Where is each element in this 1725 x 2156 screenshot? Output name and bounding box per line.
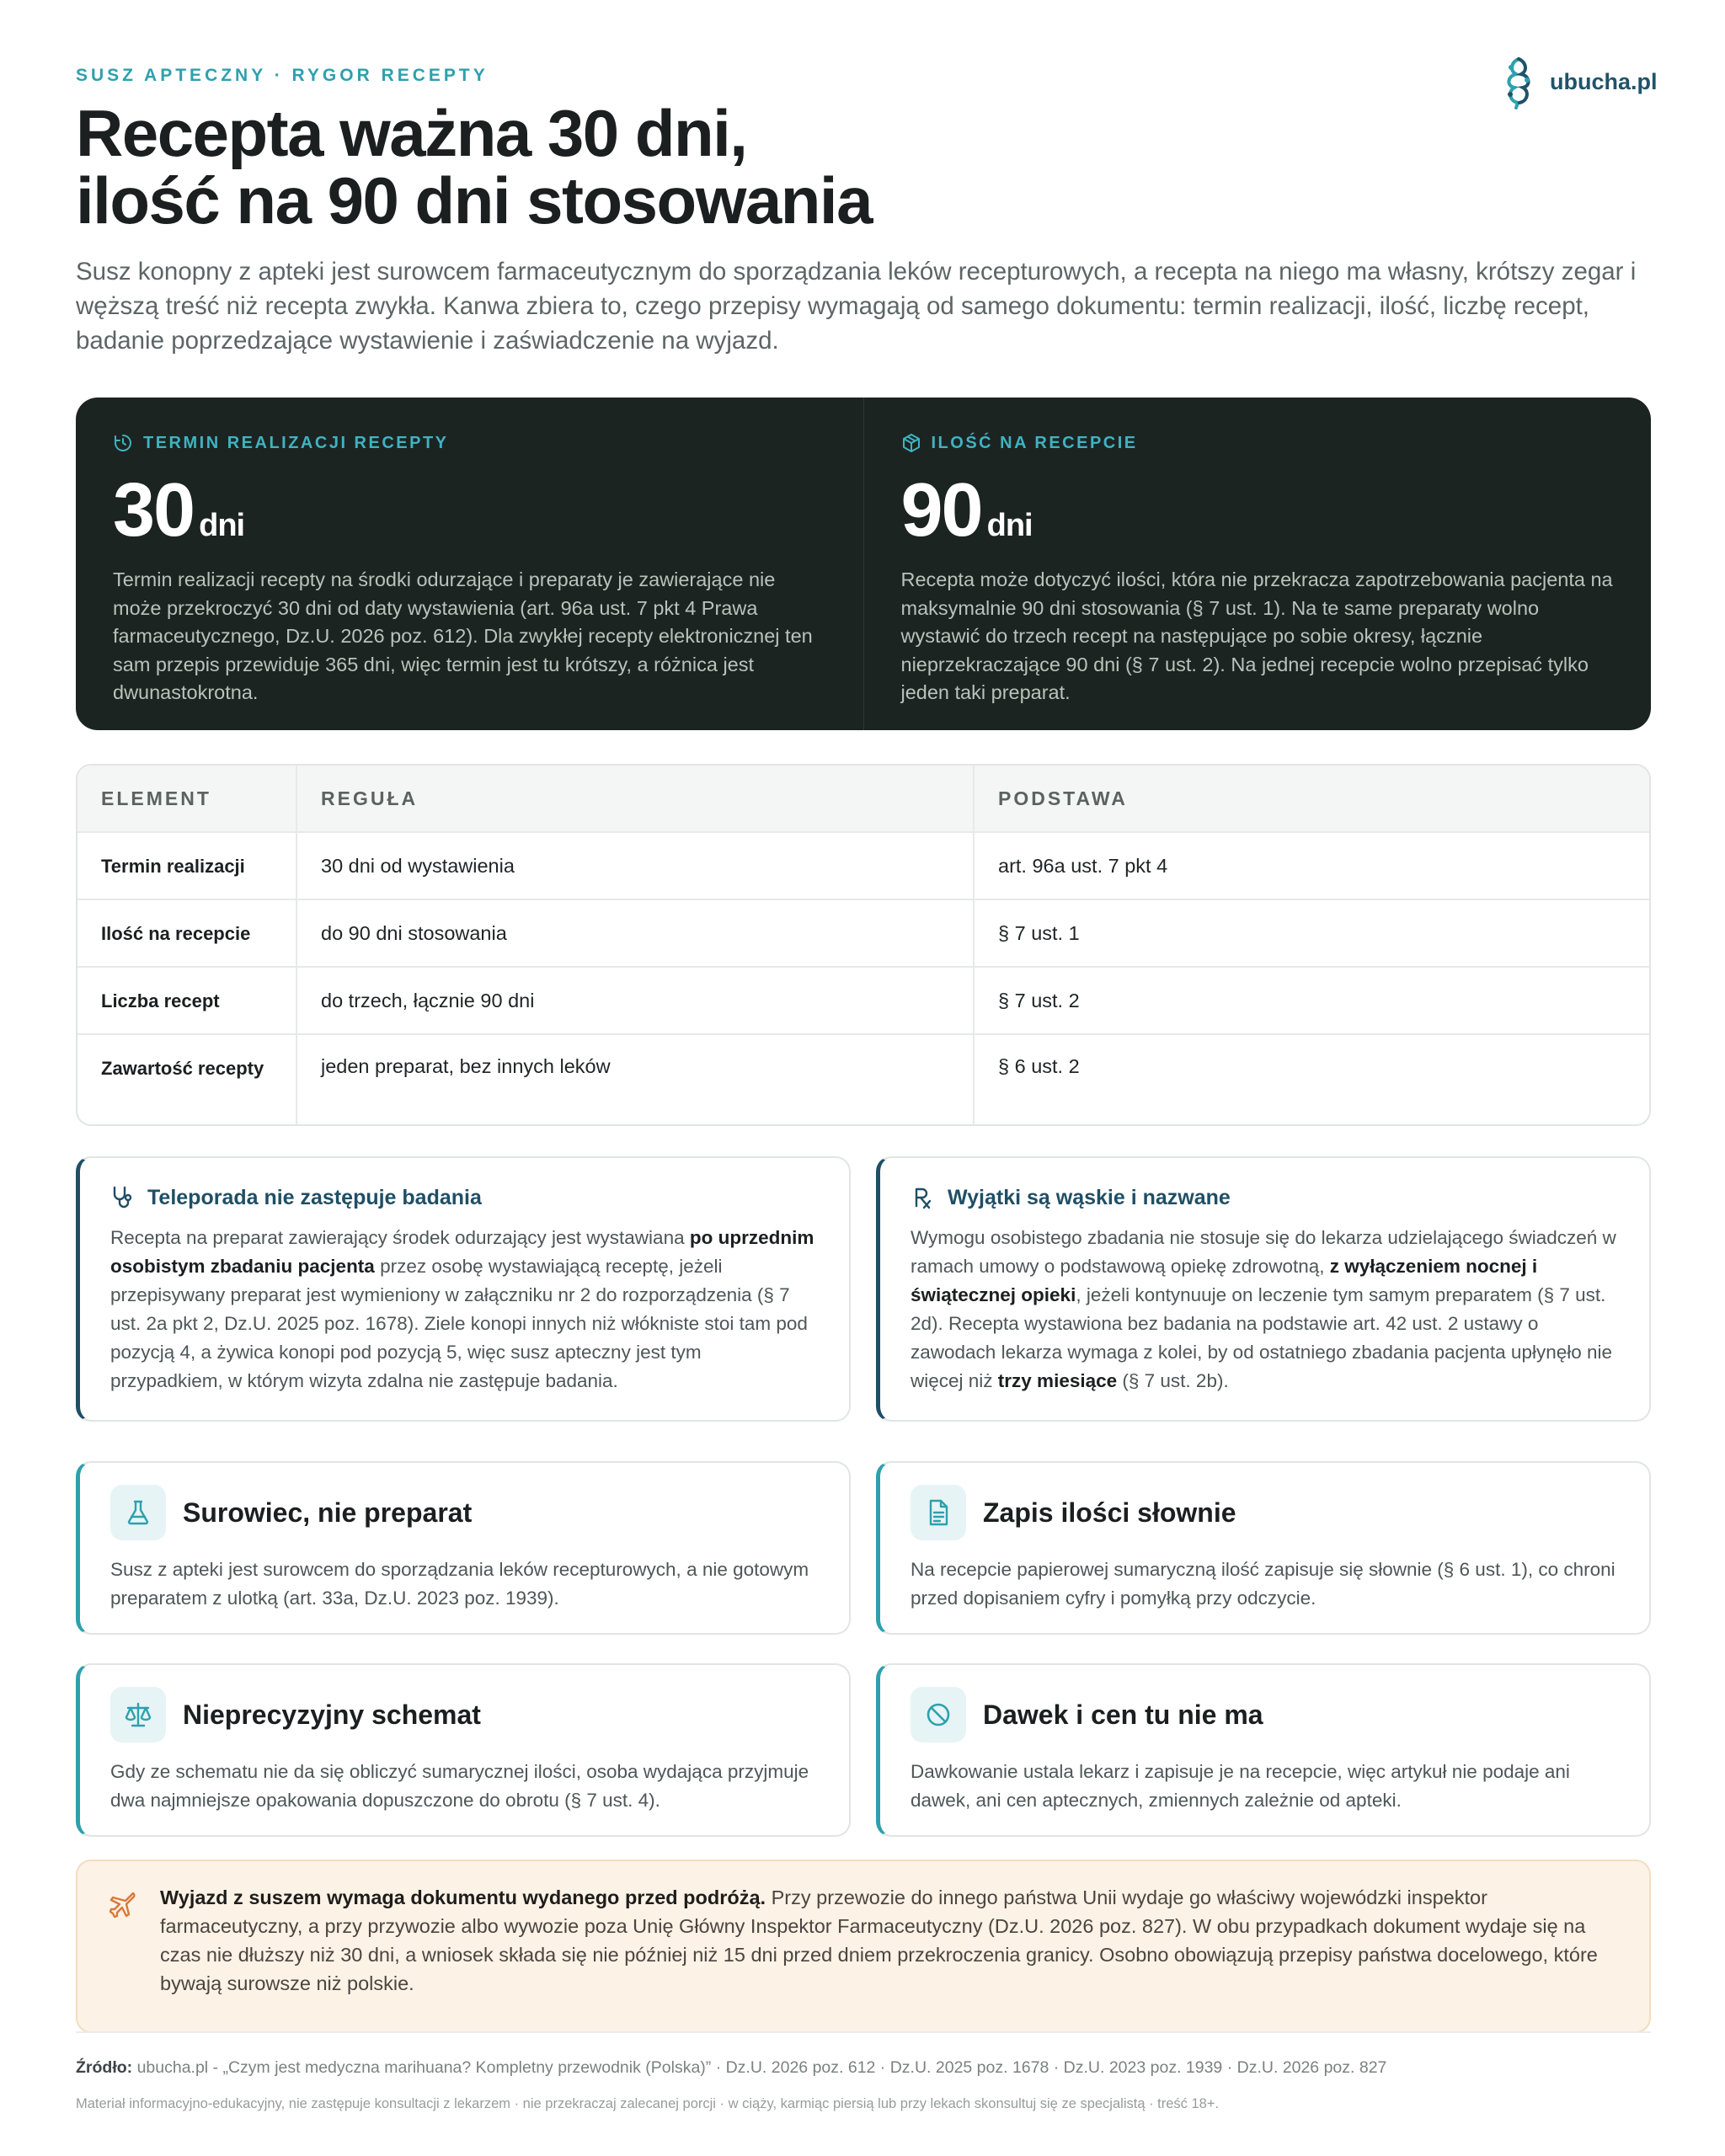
table-cell-basis: § 7 ust. 1 <box>998 921 1080 944</box>
validity-fact <box>76 398 863 730</box>
clock-icon <box>113 433 133 453</box>
source-label: Źródło: <box>76 2058 133 2077</box>
card-no-doses-prices <box>876 1663 1651 1837</box>
box-icon <box>901 433 921 453</box>
card-title: Dawek i cen tu nie ma <box>983 1699 1263 1730</box>
exceptions-callout <box>876 1156 1651 1422</box>
footer-divider <box>76 2031 1651 2033</box>
card-icon-box <box>911 1485 966 1540</box>
quantity-label <box>901 433 1615 453</box>
quantity-label-text: ILOŚĆ NA RECEPCIE <box>931 433 1138 452</box>
table-row <box>77 968 1649 1035</box>
table-cell-basis: § 7 ust. 2 <box>998 989 1080 1011</box>
callout-heading <box>110 1185 819 1210</box>
validity-number: 30 <box>113 468 195 552</box>
page-title <box>76 96 1339 237</box>
card-raw-material <box>76 1461 851 1635</box>
table-row <box>77 900 1649 968</box>
card-icon-box <box>110 1485 166 1540</box>
scales-icon <box>124 1700 152 1729</box>
validity-description: Termin realizacji recepty na środki odurzające i preparaty je zawierające nie może przekroczyć 30 dni od daty wystawienia (art. 96a ust. 7 pkt 4 Prawa farmaceutycznego, Dz.U. 2026 poz. 612). Dla zwykłej recepty elektronicznej ten sam przepis przewiduje 365 dni, więc termin jest tu krótszy, a różnica jest dwunastokrotna. <box>113 568 813 703</box>
table-row <box>77 1035 1649 1126</box>
prescription-icon <box>911 1185 936 1210</box>
quantity-number: 90 <box>900 468 982 552</box>
flask-icon <box>124 1498 152 1527</box>
teleconsultation-callout <box>76 1156 851 1422</box>
validity-label <box>113 433 826 453</box>
card-title: Surowiec, nie preparat <box>183 1497 473 1528</box>
card-icon-box <box>110 1687 166 1742</box>
quantity-description: Recepta może dotyczyć ilości, która nie przekracza zapotrzebowania pacjenta na maksymalnie 90 dni stosowania (§ 7 ust. 1). Na te same preparaty wolno wystawić do trzech recept na następujące po sobie okresy, łącznie nieprzekraczające 90 dni (§ 7 ust. 2). Na jednej recepcie wolno przepisać tylko jeden taki preparat. <box>900 568 1613 703</box>
table-cell-basis: § 6 ust. 2 <box>998 1055 1080 1077</box>
lead-paragraph: Susz konopny z apteki jest surowcem farmaceutycznym do sporządzania leków recepturowych, a recepta na niego ma własny, krótszy zegar i węższą treść niż recepta zwykła. Kanwa zbiera to, czego przepisy wymagają od samego dokumentu: termin realizacji, ilość, liczbę recept, badanie poprzedzające wystawienie i zaświadczenie na wyjazd. <box>76 258 1637 355</box>
card-text: Dawkowanie ustala lekarz i zapisuje je na recepcie, więc artykuł nie podaje ani dawek, ani cen aptecznych, zmiennych zależnie od apteki. <box>911 1761 1570 1811</box>
card-heading <box>110 1687 819 1742</box>
stethoscope-icon <box>110 1185 136 1210</box>
quantity-unit: dni <box>986 508 1033 543</box>
brand-logo-icon <box>1499 54 1538 109</box>
table-cell-rule: do trzech, łącznie 90 dni <box>297 968 975 1033</box>
table-cell-basis: art. 96a ust. 7 pkt 4 <box>998 854 1168 877</box>
table-cell-element: Termin realizacji <box>77 833 297 899</box>
callout-text: Recepta na preparat zawierający środek odurzający jest wystawiana po uprzednim osobistym zbadaniu pacjenta przez osobę wystawiającą receptę, jeżeli przepisywany preparat jest wymieniony w załączniku nr 2 do rozporządzenia (§ 7 ust. 2a pkt 2, Dz.U. 2025 poz. 1678). Ziele konopi innych niż włókniste stoi tam pod pozycją 4, a żywica konopi pod pozycją 5, więc susz apteczny jest tym przypadkiem, w którym wizyta zdalna nie zastępuje badania. <box>110 1227 814 1391</box>
card-heading <box>110 1485 819 1540</box>
key-facts-panel <box>76 398 1651 730</box>
rules-table <box>76 764 1651 1126</box>
source-line <box>76 2058 1668 2078</box>
warning-text: Wyjazd z suszem wymaga dokumentu wydanego przed podróżą. Przy przewozie do innego państwa Unii wydaje go właściwy wojewódzki inspektor farmaceutyczny, a przy przywozie albo wywozie poza Unię Główny Inspektor Farmaceutyczny (Dz.U. 2026 poz. 827). W obu przypadkach dokument wydaje się na czas nie dłuższy niż 30 dni, a wniosek składa się nie później niż 15 dni przed dniem przekroczenia granicy. Osobno obowiązują przepisy państwa docelowego, które bywają surowsze niż polskie. <box>160 1886 1598 1994</box>
source-text: ubucha.pl - „Czym jest medyczna marihuana? Kompletny przewodnik (Polska)” · Dz.U. 2026 poz. 612 · Dz.U. 2025 poz. 1678 · Dz.U. 2023 poz. 1939 · Dz.U. 2026 poz. 827 <box>132 2058 1387 2077</box>
brand-name: ubucha.pl <box>1550 68 1658 94</box>
kicker: SUSZ APTECZNY · RYGOR RECEPTY <box>76 66 489 85</box>
validity-value <box>113 468 826 552</box>
callout-heading <box>911 1185 1619 1210</box>
table-cell-element: Zawartość recepty <box>77 1035 297 1126</box>
quantity-value <box>900 468 1615 552</box>
disclaimer: Materiał informacyjno-edukacyjny, nie zastępuje konsultacji z lekarzem · nie przekraczaj zalecanej porcji · w ciąży, karmiąc piersią lub przy lekach skonsultuj się ze specjalistą · treść 18+. <box>76 2096 1220 2111</box>
card-text: Na recepcie papierowej sumaryczną ilość zapisuje się słownie (§ 6 ust. 1), co chroni przed dopisaniem cyfry i pomyłką przy odczycie. <box>911 1559 1616 1609</box>
card-title: Nieprecyzyjny schemat <box>183 1699 481 1730</box>
table-cell-rule: jeden preparat, bez innych leków <box>297 1035 975 1126</box>
ban-icon <box>924 1700 953 1729</box>
card-title: Zapis ilości słownie <box>983 1497 1236 1528</box>
callout-title: Teleporada nie zastępuje badania <box>147 1185 482 1209</box>
validity-label-text: TERMIN REALIZACJI RECEPTY <box>143 433 449 452</box>
card-imprecise-schedule <box>76 1663 851 1837</box>
title-line-2: ilość na 90 dni stosowania <box>76 163 872 237</box>
table-cell-rule: do 90 dni stosowania <box>297 900 975 966</box>
callout-title: Wyjątki są wąskie i nazwane <box>948 1185 1231 1209</box>
brand[interactable] <box>1499 54 1658 109</box>
table-cell-element: Liczba recept <box>77 968 297 1033</box>
callout-text: Wymogu osobistego zbadania nie stosuje się do lekarza udzielającego świadczeń w ramach umowy o podstawową opiekę zdrowotną, z wyłączeniem nocnej i świątecznej opieki, jeżeli kontynuuje on leczenie tym samym preparatem (§ 7 ust. 2d). Recepta wystawiona bez badania na podstawie art. 42 ust. 2 ustawy o zawodach lekarza wymaga z kolei, by od ostatniego zbadania pacjenta upłynęło nie więcej niż trzy miesiące (§ 7 ust. 2b). <box>911 1227 1616 1391</box>
card-heading <box>911 1687 1619 1742</box>
table-header-row <box>77 766 1649 833</box>
card-icon-box <box>911 1687 966 1742</box>
card-text: Gdy ze schematu nie da się obliczyć sumarycznej ilości, osoba wydająca przyjmuje dwa najmniejsze opakowania dopuszczone do obrotu (§ 7 ust. 4). <box>110 1761 809 1811</box>
title-line-1: Recepta ważna 30 dni, <box>76 96 747 170</box>
travel-warning <box>76 1860 1651 2033</box>
card-heading <box>911 1485 1619 1540</box>
table-cell-element: Ilość na recepcie <box>77 900 297 966</box>
table-header-basis: PODSTAWA <box>998 787 1128 809</box>
document-icon <box>924 1498 953 1527</box>
table-row <box>77 833 1649 900</box>
card-quantity-in-words <box>876 1461 1651 1635</box>
quantity-fact <box>863 398 1652 730</box>
plane-icon <box>108 1888 138 1919</box>
card-text: Susz z apteki jest surowcem do sporządzania leków recepturowych, a nie gotowym preparatem z ulotką (art. 33a, Dz.U. 2023 poz. 1939). <box>110 1559 809 1609</box>
table-header-element: ELEMENT <box>77 766 297 831</box>
table-header-rule: REGUŁA <box>297 766 975 831</box>
table-cell-rule: 30 dni od wystawienia <box>297 833 975 899</box>
validity-unit: dni <box>199 508 245 543</box>
